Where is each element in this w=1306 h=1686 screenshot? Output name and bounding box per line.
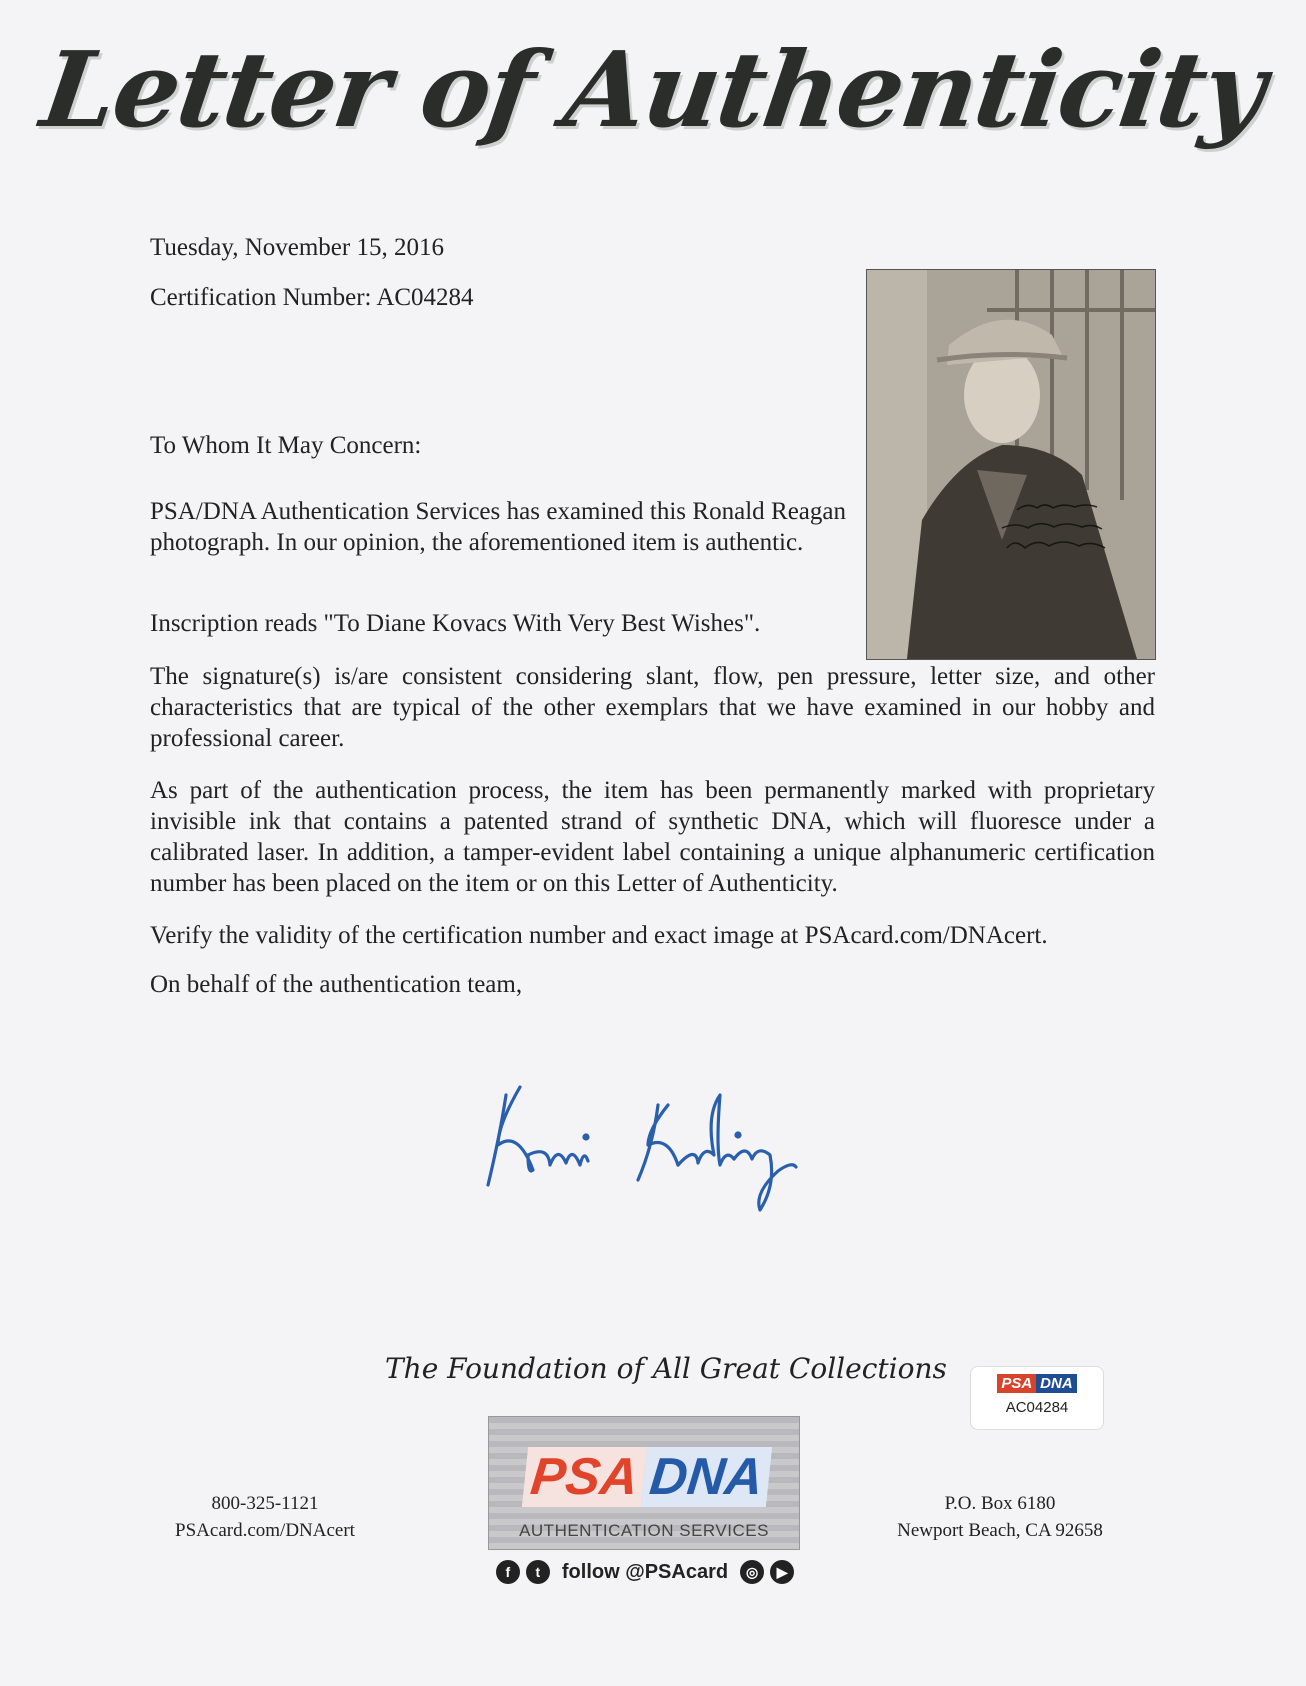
logo-psa: PSA bbox=[522, 1447, 647, 1507]
paragraph-signature-consistency: The signature(s) is/are consistent considering slant, flow, pen pressure, letter size, and other characteristics that are typical of the other exemplars that we have examined in our hobby and professional career. bbox=[150, 663, 1155, 752]
sticker-logo-dna: DNA bbox=[1036, 1374, 1077, 1393]
certification-number: Certification Number: AC04284 bbox=[150, 284, 474, 311]
paragraph-examination: PSA/DNA Authentication Services has examined this Ronald Reagan photograph. In our opinion, the aforementioned item is authentic. bbox=[150, 498, 846, 556]
logo-dna: DNA bbox=[641, 1447, 772, 1507]
psa-dna-wordmark bbox=[525, 1447, 769, 1507]
authenticator-signature bbox=[458, 1075, 838, 1225]
contact-left bbox=[150, 1490, 380, 1544]
facebook-icon[interactable]: f bbox=[496, 1560, 520, 1584]
reagan-photograph bbox=[866, 269, 1156, 660]
certification-sticker bbox=[970, 1366, 1104, 1430]
sticker-logo-psa: PSA bbox=[997, 1374, 1036, 1393]
paragraph-closing: On behalf of the authentication team, bbox=[150, 971, 523, 998]
paragraph-inscription: Inscription reads "To Diane Kovacs With Very Best Wishes". bbox=[150, 610, 761, 637]
phone-number: 800-325-1121 bbox=[211, 1493, 319, 1514]
paragraph-verify: Verify the validity of the certification number and exact image at PSAcard.com/DNAcert. bbox=[150, 922, 1048, 949]
website-link[interactable]: PSAcard.com/DNAcert bbox=[175, 1520, 355, 1541]
city-address: Newport Beach, CA 92658 bbox=[897, 1520, 1103, 1541]
contact-right bbox=[880, 1490, 1120, 1544]
twitter-icon[interactable]: t bbox=[526, 1560, 550, 1584]
letter-title: Letter of Authenticity bbox=[34, 28, 1272, 151]
tagline: The Foundation of All Great Collections bbox=[385, 1352, 947, 1385]
social-bar bbox=[490, 1557, 800, 1587]
logo-subtitle: AUTHENTICATION SERVICES bbox=[519, 1521, 769, 1540]
sticker-psa-dna-logo bbox=[997, 1374, 1076, 1393]
paragraph-authentication-process: As part of the authentication process, the item has been permanently marked with proprietary invisible ink that contains a patented strand of synthetic DNA, which will fluoresce under a calibrated laser. In addition, a tamper-evident label containing a unique alphanumeric certification number has been placed on the item or on this Letter of Authenticity. bbox=[150, 777, 1155, 897]
greeting: To Whom It May Concern: bbox=[150, 432, 422, 459]
photograph-illustration bbox=[867, 270, 1155, 659]
instagram-icon[interactable]: ◎ bbox=[740, 1560, 764, 1584]
psa-dna-logo bbox=[488, 1416, 800, 1550]
sticker-number: AC04284 bbox=[1005, 1399, 1069, 1416]
youtube-icon[interactable]: ▶ bbox=[770, 1560, 794, 1584]
follow-handle[interactable]: follow @PSAcard bbox=[561, 1560, 729, 1583]
po-box: P.O. Box 6180 bbox=[944, 1493, 1056, 1514]
letter-date: Tuesday, November 15, 2016 bbox=[150, 234, 444, 261]
